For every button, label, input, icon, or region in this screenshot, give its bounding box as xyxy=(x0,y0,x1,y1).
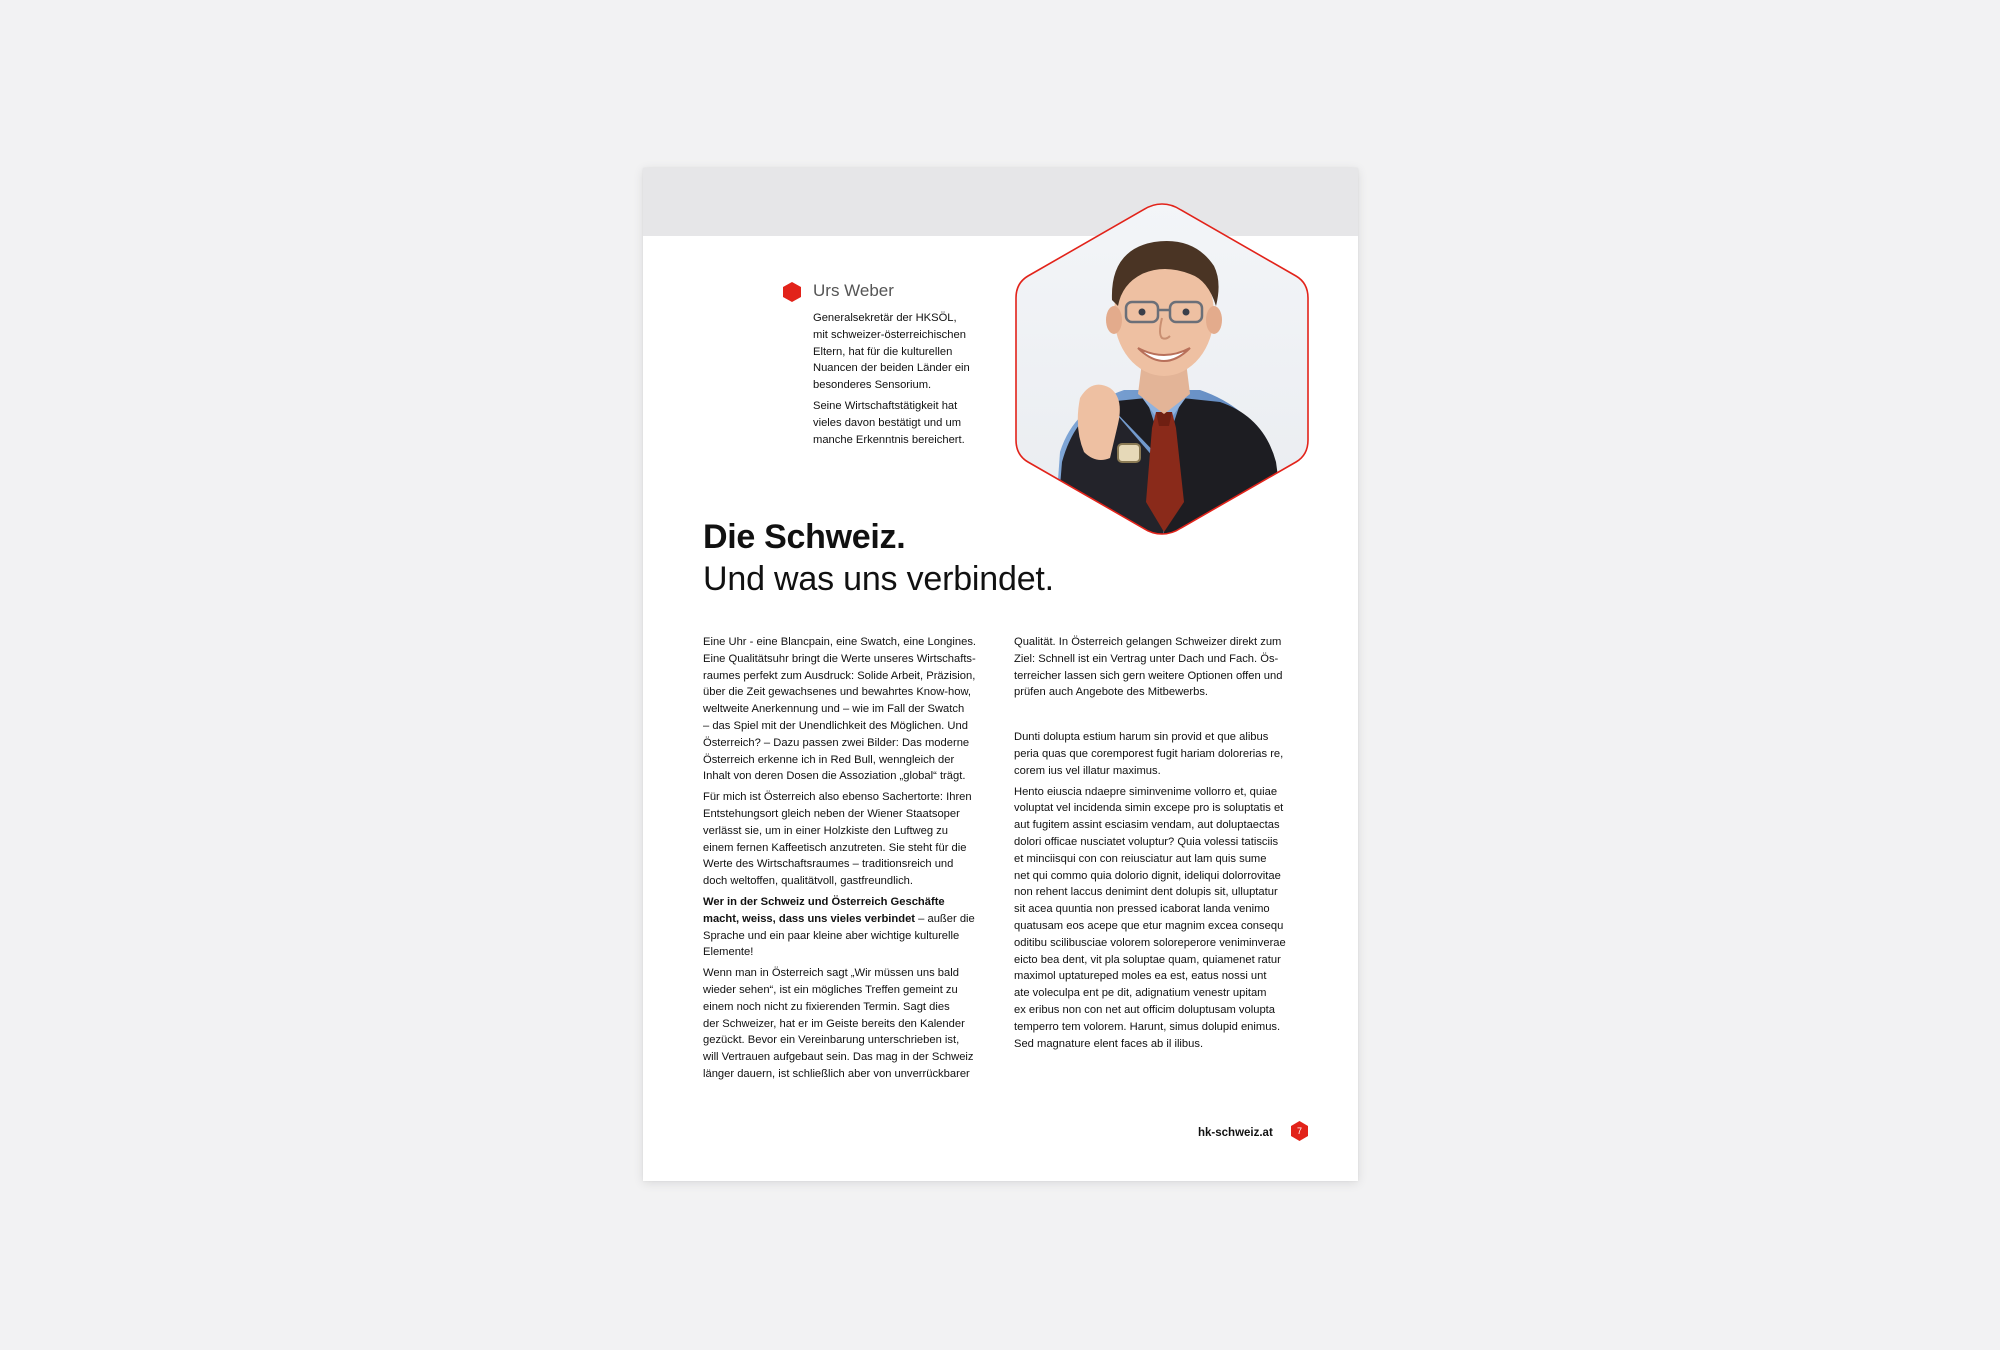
body-paragraph: Eine Uhr - eine Blancpain, eine Swatch, eine Longines. Eine Qualitätsuhr bringt die Werte unseres Wirtschafts- raumes perfekt zum Ausdruck: Solide Arbeit, Präzision, über die Zeit gewachsenes und bewahrtes Know-how, weltweite Anerkennung und – wie im Fall der Swatch – das Spiel mit der Unendlichkeit des Möglichen. Und Österreich? – Dazu passen zwei Bilder: Das moderne Österreich erkenne ich in Red Bull, wenngleich der Inhalt von deren Dosen die Assoziation „global“ trägt. xyxy=(703,636,977,783)
bio-paragraph: Seine Wirtschaftstätigkeit hat vieles davon bestätigt und um manche Erkenntnis bereichert. xyxy=(813,399,965,446)
brochure-page xyxy=(643,168,1358,1181)
author-bio xyxy=(813,310,991,452)
body-paragraph: Wenn man in Österreich sagt „Wir müssen uns bald wieder sehen“, ist ein mögliches Treffen gemeint zu einem noch nicht zu fixierenden Termin. Sagt dies der Schweizer, hat er im Geiste bereits den Kalender gezückt. Bevor ein Vereinbarung unterschrieben ist, will Vertrauen aufgebaut sein. Das mag in der Schweiz länger dauern, ist schließlich aber von unverrückbarer xyxy=(703,967,974,1080)
bio-paragraph: Generalsekretär der HKSÖL, mit schweizer-österreichischen Eltern, hat für die kulturellen Nuancen der beiden Länder ein besonderes Sensorium. xyxy=(813,312,970,392)
portrait-photo xyxy=(1014,202,1310,536)
body-column-left xyxy=(703,634,1000,1087)
page-number-badge xyxy=(1290,1120,1309,1142)
red-hexagon-icon xyxy=(782,281,802,303)
page-number: 7 xyxy=(1296,1126,1302,1136)
page-subtitle: Und was uns verbindet. xyxy=(703,560,1054,598)
page-title: Die Schweiz. xyxy=(703,518,906,556)
headline xyxy=(703,516,1303,600)
body-paragraph: Wer in der Schweiz und Österreich Geschäfte macht, weiss, dass uns vieles verbindet – außer die Sprache und ein paar kleine aber wichtige kulturelle Elemente! xyxy=(703,895,975,959)
body-column-right xyxy=(1014,634,1311,1056)
footer-website-link[interactable]: hk-schweiz.at xyxy=(1198,1127,1273,1139)
body-paragraph: Qualität. In Österreich gelangen Schweizer direkt zum Ziel: Schnell ist ein Vertrag unter Dach und Fach. Ös- terreicher lassen sich gern weitere Optionen offen und prüfen auch Angebote des Mitbewerbs. xyxy=(1014,636,1283,699)
body-paragraph: Dunti dolupta estium harum sin provid et que alibus peria quas que coremporest fugit hariam dolorerias re, corem ius vel illatur maximus. xyxy=(1014,731,1284,777)
author-name: Urs Weber xyxy=(813,281,894,300)
body-paragraph: Für mich ist Österreich also ebenso Sachertorte: Ihren Entstehungsort gleich neben der Wiener Staatsoper verlässt sie, um in einer Holzkiste den Luftweg zu einem fernen Kaffeetisch anzutreten. Sie steht für die Werte des Wirtschaftsraumes – traditionsreich und doch weltoffen, qualitätvoll, gastfreundlich. xyxy=(703,791,972,888)
body-paragraph: Hento eiuscia ndaepre siminvenime vollorro et, quiae voluptat vel incidenda simin excepe pro is soluptatis et aut fugitem assint esciasim vendam, aut doluptaectas dolori officae nusciatet voluptur? Quia volessi tatisciis et minciisqui con con reiusciatur aut lam quis sume net qui commo quia dolorio dignit, ideliqui dolorrovitae non rehent laccus denimint dent dolupis sit, ulluptatur sit acea quuntia non pressed icaborat landa venimo quatusam eos acepe que etur magnim excea consequ oditibu scilibusciae volorem soloreperore veniminverae eicto bea dent, vit pla soluptae quam, quiamenet ratur maximol uptatureped moles ea est, eatus nossi unt ate voleculpa ent pe dit, adignatium venestr upitam ex eribus non con net aut officim doluptusam volupta temperro tem volorem. Harunt, simus dolupid enimus. Sed magnature elent faces ab il ilibus. xyxy=(1014,785,1286,1050)
